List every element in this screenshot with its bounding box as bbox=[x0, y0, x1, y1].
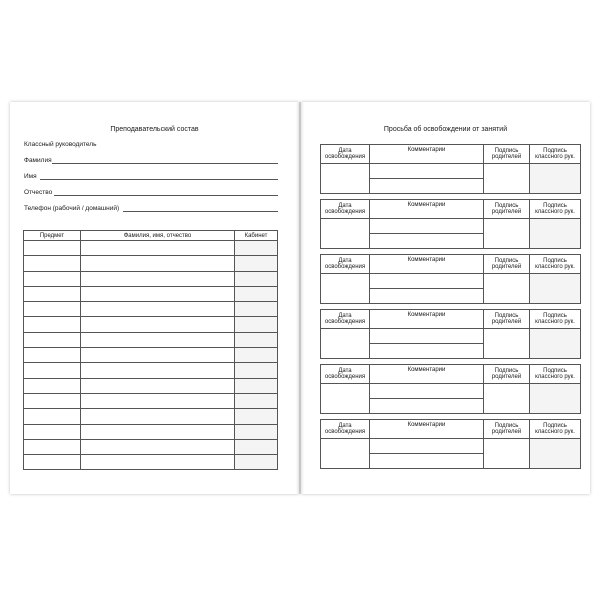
cell-full-name[interactable] bbox=[81, 286, 235, 301]
request-body-row bbox=[321, 384, 581, 399]
cell-subject[interactable] bbox=[24, 332, 81, 347]
field-line-surname[interactable] bbox=[52, 163, 278, 164]
cell-room[interactable] bbox=[235, 393, 278, 408]
cell-full-name[interactable] bbox=[81, 409, 235, 424]
table-row bbox=[24, 393, 278, 408]
request-header-comment: Комментарии bbox=[370, 200, 484, 219]
cell-room[interactable] bbox=[235, 455, 278, 470]
cell-room[interactable] bbox=[235, 348, 278, 363]
request-header-parents: Подпись родителей bbox=[484, 310, 530, 329]
table-row bbox=[24, 241, 278, 256]
request-date-cell[interactable] bbox=[321, 219, 370, 249]
request-header-teacher: Подпись классного рук. bbox=[530, 145, 581, 164]
request-header-teacher: Подпись классного рук. bbox=[530, 310, 581, 329]
request-header-parents: Подпись родителей bbox=[484, 145, 530, 164]
field-label-phone: Телефон (рабочий / домашний) bbox=[24, 205, 120, 212]
cell-room[interactable] bbox=[235, 363, 278, 378]
cell-room[interactable] bbox=[235, 424, 278, 439]
cell-subject[interactable] bbox=[24, 256, 81, 271]
cell-room[interactable] bbox=[235, 302, 278, 317]
table-row bbox=[24, 409, 278, 424]
request-teacher-sign-cell[interactable] bbox=[530, 329, 581, 359]
request-body-row bbox=[321, 164, 581, 179]
request-comment-line-1[interactable] bbox=[370, 219, 484, 234]
header-full-name: Фамилия, имя, отчество bbox=[81, 231, 235, 241]
release-request-box bbox=[320, 309, 581, 359]
cell-subject[interactable] bbox=[24, 439, 81, 454]
cell-full-name[interactable] bbox=[81, 332, 235, 347]
table-row bbox=[24, 332, 278, 347]
request-header-date: Дата освобождения bbox=[321, 145, 370, 164]
book-gutter bbox=[296, 102, 304, 494]
cell-full-name[interactable] bbox=[81, 378, 235, 393]
cell-room[interactable] bbox=[235, 317, 278, 332]
request-header-parents: Подпись родителей bbox=[484, 365, 530, 384]
request-teacher-sign-cell[interactable] bbox=[530, 439, 581, 469]
cell-full-name[interactable] bbox=[81, 348, 235, 363]
request-header-date: Дата освобождения bbox=[321, 255, 370, 274]
request-header-teacher: Подпись классного рук. bbox=[530, 200, 581, 219]
field-label-name: Имя bbox=[24, 173, 37, 180]
request-comment-line-2[interactable] bbox=[370, 399, 484, 414]
request-date-cell[interactable] bbox=[321, 329, 370, 359]
cell-room[interactable] bbox=[235, 271, 278, 286]
request-header-teacher: Подпись классного рук. bbox=[530, 255, 581, 274]
request-header-parents: Подпись родителей bbox=[484, 200, 530, 219]
table-row bbox=[24, 286, 278, 301]
request-header-comment: Комментарии bbox=[370, 365, 484, 384]
field-label-class-teacher: Классный руководитель bbox=[24, 141, 97, 148]
table-row bbox=[24, 363, 278, 378]
request-comment-line-2[interactable] bbox=[370, 289, 484, 304]
request-parents-sign-cell[interactable] bbox=[484, 164, 530, 194]
release-request-box bbox=[320, 419, 581, 469]
cell-room[interactable] bbox=[235, 286, 278, 301]
cell-full-name[interactable] bbox=[81, 241, 235, 256]
request-comment-line-2[interactable] bbox=[370, 454, 484, 469]
request-header-row bbox=[321, 310, 581, 329]
cell-subject[interactable] bbox=[24, 348, 81, 363]
request-comment-line-1[interactable] bbox=[370, 164, 484, 179]
request-header-date: Дата освобождения bbox=[321, 420, 370, 439]
request-header-parents: Подпись родителей bbox=[484, 255, 530, 274]
release-request-box bbox=[320, 144, 581, 194]
request-header-row bbox=[321, 365, 581, 384]
cell-subject[interactable] bbox=[24, 378, 81, 393]
request-teacher-sign-cell[interactable] bbox=[530, 219, 581, 249]
cell-full-name[interactable] bbox=[81, 455, 235, 470]
header-subject: Предмет bbox=[24, 231, 81, 241]
cell-full-name[interactable] bbox=[81, 256, 235, 271]
cell-subject[interactable] bbox=[24, 409, 81, 424]
request-comment-line-2[interactable] bbox=[370, 344, 484, 359]
request-header-row bbox=[321, 420, 581, 439]
table-row bbox=[24, 424, 278, 439]
request-header-parents: Подпись родителей bbox=[484, 420, 530, 439]
table-row bbox=[24, 378, 278, 393]
request-header-teacher: Подпись классного рук. bbox=[530, 365, 581, 384]
request-header-date: Дата освобождения bbox=[321, 200, 370, 219]
table-row bbox=[24, 439, 278, 454]
request-header-comment: Комментарии bbox=[370, 255, 484, 274]
cell-subject[interactable] bbox=[24, 393, 81, 408]
cell-subject[interactable] bbox=[24, 271, 81, 286]
request-comment-line-1[interactable] bbox=[370, 274, 484, 289]
cell-subject[interactable] bbox=[24, 302, 81, 317]
release-request-box bbox=[320, 199, 581, 249]
cell-full-name[interactable] bbox=[81, 271, 235, 286]
table-row bbox=[24, 455, 278, 470]
request-parents-sign-cell[interactable] bbox=[484, 274, 530, 304]
cell-full-name[interactable] bbox=[81, 317, 235, 332]
request-body-row bbox=[321, 329, 581, 344]
request-header-date: Дата освобождения bbox=[321, 365, 370, 384]
request-date-cell[interactable] bbox=[321, 439, 370, 469]
cell-room[interactable] bbox=[235, 256, 278, 271]
header-room: Кабинет bbox=[235, 231, 278, 241]
request-header-row bbox=[321, 200, 581, 219]
request-teacher-sign-cell[interactable] bbox=[530, 274, 581, 304]
cell-subject[interactable] bbox=[24, 317, 81, 332]
request-header-comment: Комментарии bbox=[370, 310, 484, 329]
field-line-phone[interactable] bbox=[123, 211, 278, 212]
request-date-cell[interactable] bbox=[321, 274, 370, 304]
field-label-patronymic: Отчество bbox=[24, 189, 53, 196]
request-parents-sign-cell[interactable] bbox=[484, 329, 530, 359]
teachers-table bbox=[23, 230, 278, 470]
request-header-date: Дата освобождения bbox=[321, 310, 370, 329]
right-page-title: Просьба об освобождении от занятий bbox=[383, 126, 508, 133]
table-row bbox=[24, 317, 278, 332]
cell-room[interactable] bbox=[235, 439, 278, 454]
cell-full-name[interactable] bbox=[81, 393, 235, 408]
table-row bbox=[24, 348, 278, 363]
cell-full-name[interactable] bbox=[81, 363, 235, 378]
cell-full-name[interactable] bbox=[81, 424, 235, 439]
request-teacher-sign-cell[interactable] bbox=[530, 384, 581, 414]
cell-room[interactable] bbox=[235, 332, 278, 347]
cell-subject[interactable] bbox=[24, 241, 81, 256]
request-header-comment: Комментарии bbox=[370, 145, 484, 164]
request-comment-line-1[interactable] bbox=[370, 384, 484, 399]
request-header-teacher: Подпись классного рук. bbox=[530, 420, 581, 439]
field-line-name[interactable] bbox=[40, 179, 278, 180]
table-row bbox=[24, 271, 278, 286]
cell-subject[interactable] bbox=[24, 286, 81, 301]
request-body-row bbox=[321, 219, 581, 234]
request-header-row bbox=[321, 255, 581, 274]
cell-room[interactable] bbox=[235, 378, 278, 393]
cell-full-name[interactable] bbox=[81, 302, 235, 317]
cell-subject[interactable] bbox=[24, 455, 81, 470]
request-header-comment: Комментарии bbox=[370, 420, 484, 439]
request-comment-line-1[interactable] bbox=[370, 329, 484, 344]
request-header-row bbox=[321, 145, 581, 164]
request-body-row bbox=[321, 274, 581, 289]
request-comment-line-2[interactable] bbox=[370, 179, 484, 194]
request-body-row bbox=[321, 439, 581, 454]
request-parents-sign-cell[interactable] bbox=[484, 384, 530, 414]
field-line-patronymic[interactable] bbox=[54, 195, 278, 196]
cell-room[interactable] bbox=[235, 409, 278, 424]
release-request-box bbox=[320, 254, 581, 304]
field-label-surname: Фамилия bbox=[24, 157, 52, 164]
cell-subject[interactable] bbox=[24, 424, 81, 439]
request-teacher-sign-cell[interactable] bbox=[530, 164, 581, 194]
release-request-box bbox=[320, 364, 581, 414]
request-comment-line-2[interactable] bbox=[370, 234, 484, 249]
request-date-cell[interactable] bbox=[321, 384, 370, 414]
table-row bbox=[24, 256, 278, 271]
request-date-cell[interactable] bbox=[321, 164, 370, 194]
cell-subject[interactable] bbox=[24, 363, 81, 378]
request-parents-sign-cell[interactable] bbox=[484, 219, 530, 249]
request-comment-line-1[interactable] bbox=[370, 439, 484, 454]
teachers-table-header-row bbox=[24, 231, 278, 241]
left-page-title: Преподавательский состав bbox=[110, 126, 199, 133]
request-parents-sign-cell[interactable] bbox=[484, 439, 530, 469]
cell-full-name[interactable] bbox=[81, 439, 235, 454]
table-row bbox=[24, 302, 278, 317]
cell-room[interactable] bbox=[235, 241, 278, 256]
